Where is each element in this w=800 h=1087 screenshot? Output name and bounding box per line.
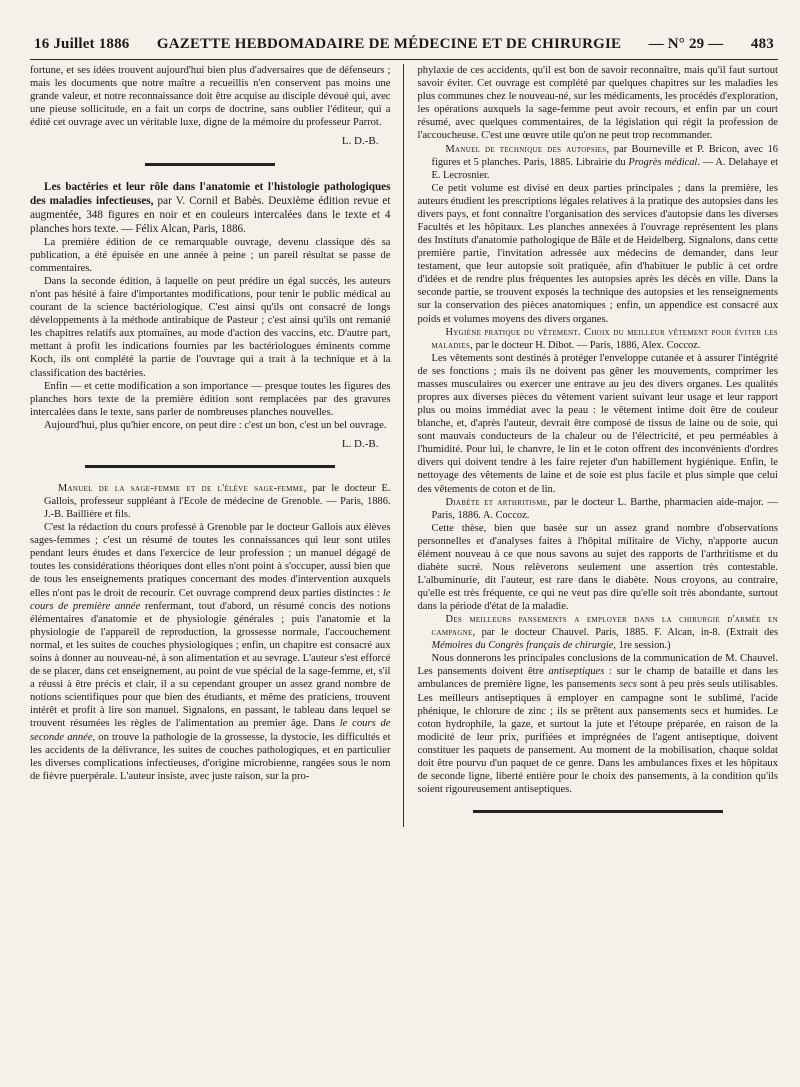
text-run: C'est la rédaction du cours professé à Grenoble par le docteur Gallois aux élèves sages-femmes ; c'est un résumé de toutes les connaissances qui leur sont utiles pendant leurs études et dans l'exercice de leur profession ; un manuel dégagé de toutes les considérations théoriques dont elles n'ont point à s'occuper, aussi bien que de tous les enseignements pratiques concernant des modes d'intervention auxquels elles n'ont pas le droit de recourir. Cet ouvrage comprend deux parties distinctes : (30, 522, 391, 599)
book-details: . — A. Delahaye et E. Lecrosnier. (431, 156, 778, 181)
left-column (30, 64, 404, 827)
italic-run: Progrès médical (628, 156, 698, 168)
review-title-bacteries (30, 180, 391, 236)
italic-run: le cours de seconde année (30, 718, 391, 743)
book-details: par V. Cornil et Babès. Deuxième édition revue et augmentée, 348 figures en noir et en couleurs intercalées dans le texte et 4 planches hors texte. — Félix Alcan, Paris, 1886. (30, 194, 391, 235)
review-paragraph: Enfin — et cette modification a son importance — presque toutes les figures des planches hors texte de la première édition sont remplacées par des gravures intercalées dans le texte, sans parler de nombreuses planches nouvelles. (30, 380, 391, 418)
header-journal-title: GAZETTE HEBDOMADAIRE DE MÉDECINE ET DE CHIRURGIE (156, 36, 622, 52)
text-run: renfermant, tout d'abord, un résumé concis des notions élémentaires d'anatomie et de physiologie générales ; puis l'anatomie et la physiologie de l'appareil de reproduction, la grossesse normale, l'accouchement normal, et les suites de couches physiologiques ; enfin, un chapitre est consacré aux soins à donner au nouveau-né, à son alimentation et au sevrage. L'auteur s'est efforcé de se placer, dans cet enseignement, au point de vue spécial de la sage-femme, et, s'il a réussi à être précis et clair, il a su cependant grouper un assez grand nombre de notions scientifiques pour que bien des étudiants, et même des praticiens, trouvent intérêt et profit à lire son manuel. Signalons, en passant, le tableau dans lequel se trouvent résumées les règles de l'alimentation au premier âge. Dans (30, 600, 391, 730)
review-title-pansements (418, 613, 779, 652)
book-title: Les bactéries et leur rôle dans l'anatomie et l'histologie pathologiques des maladies infectieuses, (30, 180, 391, 207)
italic-run: antiseptiques (548, 666, 605, 678)
review-paragraph (30, 521, 391, 783)
book-title: Diabète et arthritisme, (445, 496, 551, 508)
page-header (30, 36, 778, 60)
text-run: Nous donnerons les principales conclusions de la communication de M. Chauvel. Les pansements doivent être (417, 653, 778, 678)
review-title-vetement (418, 326, 779, 352)
section-divider (85, 465, 335, 468)
review-signature: L. D.-B. (341, 437, 379, 450)
header-page-number: 483 (750, 36, 774, 52)
book-details: par le docteur H. Dibot. — Paris, 1886, Alex. Coccoz. (472, 339, 701, 351)
header-date: 16 Juillet 1886 (34, 36, 130, 52)
review-paragraph: phylaxie de ces accidents, qu'il est bon de savoir reconnaître, mais qu'il faut surtout savoir éviter. Cet ouvrage est complété par quelques chapitres sur les maladies les plus communes chez le nouveau-né, sur les médicaments, les procédés d'exploration, les opérations auxquels la sage-femme peut avoir recours, et enfin par un court résumé, avec quelques commentaires, de la législation qui régit la profession de l'accoucheuse. C'est une œuvre utile qu'on ne peut trop recommander. (417, 65, 778, 142)
review-paragraph: Ce petit volume est divisé en deux parties principales ; dans la première, les auteurs étudient les prescriptions légales relatives à la pratique des autopsies dans les divers pays, et font connaître l'organisation des services d'autopsie dans les diverses Facultés et les hôpitaux. Les planches annexées à l'ouvrage représentent les plans des Instituts d'anatomie pathologique de Bâle et de Heidelberg. Signalons, dans cette première partie, l'invitation adressée aux médecins de demander, dans leur testament, que leur autopsie soit pratiquée, afin d'habituer le public à cet ordre d'idées et de rendre plus fréquentes les autopsies après les décès en ville. Dans la seconde partie, se trouvent exposés la technique des autopsies et les renseignements sur la conservation des pièces anatomiques ; enfin, un appendice est consacré aux poids et volumes moyens des divers organes. (417, 182, 778, 325)
book-details: par le docteur E. Gallois, professeur suppléant à l'Ecole de médecine de Grenoble. — Paris, 1886. J.-B. Baillière et fils. (44, 483, 391, 521)
review-title-sage-femme (30, 482, 391, 521)
book-details: par Bourneville et P. Bricon, avec 16 figures et 5 planches. Paris, 1885. Librairie du (431, 143, 778, 168)
italic-run: Mémoires du Congrès français de chirurgie (431, 640, 614, 652)
review-paragraph: fortune, et ses idées trouvent aujourd'hui bien plus d'adversaires que de défenseurs ; mais les documents que notre maître a recueillis n'en conservent pas moins une grande valeur, et notre reconnaissance doit être acquise au disciple dévoué qui, avec une pieuse sollicitude, en a fait un corps de doctrine, sans oublier l'éditeur, qui a édité cet ouvrage avec un véritable luxe, digne de la mémoire du professeur Parrot. (30, 65, 391, 129)
review-paragraph: Cette thèse, bien que basée sur un assez grand nombre d'observations personnelles et d'analyses faites à l'hôpital militaire de Vichy, n'apporte aucun élément nouveau à ce que nous savons au sujet des rapports de l'arthritisme et du diabète sucré. Nous relèverons seulement une assertion très contestable. L'albuminurie, dit l'auteur, est rare dans le diabète. Nous croyons, au contraire, qu'elle est très fréquente, ce qui ne veut pas dire qu'elle soit très abondante, surtout dans la période d'état de la maladie. (417, 522, 778, 613)
italic-run: secs (619, 679, 637, 691)
review-paragraph: La première édition de ce remarquable ouvrage, devenu classique dès sa publication, a été épuisée en une année à peine ; un pareil résultat se passe de commentaires. (30, 236, 391, 274)
book-title: Hygiène pratique du vêtement. Choix du meilleur vêtement pour éviter les maladies, (431, 326, 778, 351)
book-details: par le docteur Chauvel. Paris, 1885. F. Alcan, in-8. (Extrait des (475, 627, 778, 639)
review-paragraph: Les vêtements sont destinés à protéger l'enveloppe cutanée et à assurer l'intégrité de ses fonctions ; mais ils ne doivent pas gêner les mouvements, comprimer les masses musculaires ou exercer une entrave au jeu des divers organes. Les qualités propres aux diverses pièces du vêtement varient suivant leur usage et leur rapport plus ou moins immédiat avec la peau : le vêtement intime doit être de couleur blanche, et, d'après l'auteur, devrait être composé de tissus de laine ou de soie, qui sont mauvais conducteurs de la chaleur ou de l'électricité, et peu perméables à l'humidité. Pour lui, le chanvre, le lin et le coton offrent des inconvénients d'ordres divers qui doivent tendre à les faire rejeter d'un habillement hygiénique. Enfin, le nettoyage des vêtements de laine et de soie est plus facile et plus simple que celui des vêtements de coton et de lin. (417, 352, 778, 495)
book-title: Manuel de technique des autopsies, (445, 143, 610, 155)
review-title-diabete (418, 496, 779, 522)
section-divider (145, 163, 275, 166)
review-paragraph: Dans la seconde édition, à laquelle on peut prédire un égal succès, les auteurs n'ont pas hésité à faire d'importantes modifications, pour tenir le public médical au courant de la science bactériologique. C'est ainsi qu'ils ont consacré de longs développements à la méthode antirabique de Pasteur ; c'est ainsi qu'ils ont remanié les chapitres relatifs aux ptomaïnes, au mode d'action des vaccins, etc. D'autre part, mettant à profit les indications fournies par les bactériologues éminents comme Koch, ils ont complété la partie de l'ouvrage qui a trait à la technique et à la classification des bactéries. (30, 275, 391, 379)
section-divider (473, 810, 723, 813)
text-run: : sur le champ de bataille et dans les ambulances de première ligne, les pansements (417, 666, 778, 691)
review-paragraph: Aujourd'hui, plus qu'hier encore, on peut dire : c'est un bon, c'est un bel ouvrage. (44, 419, 387, 431)
book-details: par le docteur L. Barthe, pharmacien aide-major. — Paris, 1886. A. Coccoz. (431, 496, 778, 521)
review-signature: L. D.-B. (341, 135, 379, 148)
two-column-body (30, 64, 778, 827)
review-paragraph (418, 652, 779, 796)
review-title-autopsies (418, 143, 779, 182)
italic-run: le cours de première année (30, 587, 391, 612)
text-run: , on trouve la pathologie de la grossesse, la dystocie, les difficultés et les accidents de la délivrance, les suites de couches pathologiques, et en particulier les diverses complications infectieuses, d'origine microbienne, rangées sous le nom de fièvre puerpérale. L'auteur insiste, avec juste raison, sur la pro- (30, 731, 391, 782)
header-issue: — N° 29 — (648, 36, 724, 52)
book-title: Des meilleurs pansements a employer dans la chirurgie d'armée en campagne, (431, 614, 778, 639)
book-details: , 1re session.) (613, 640, 671, 652)
text-run: sont à peu près seuls utilisables. Les meilleurs antiseptiques à employer en campagne sont le sublimé, l'acide phénique, le chlorure de zinc ; ils se prêtent aux pansements secs et humides. Le coton hydrophile, la gaze, et surtout la jute et l'étoupe préparée, en raison de la modicité de leur prix, purifiées et imprégnées de l'agent antiseptique, doivent constituer les paquets de pansement. Au moment de la mobilisation, chaque soldat doit être pourvu d'un paquet de ce genre. Dans les ambulances fixes et les hôpitaux de seconde ligne, liberté entière pour le choix des pansements, à la condition qu'ils soient rigoureusement antiseptiques. (417, 679, 778, 796)
book-title: Manuel de la sage-femme et de l'élève sage-femme, (58, 483, 307, 495)
right-column (418, 64, 779, 827)
